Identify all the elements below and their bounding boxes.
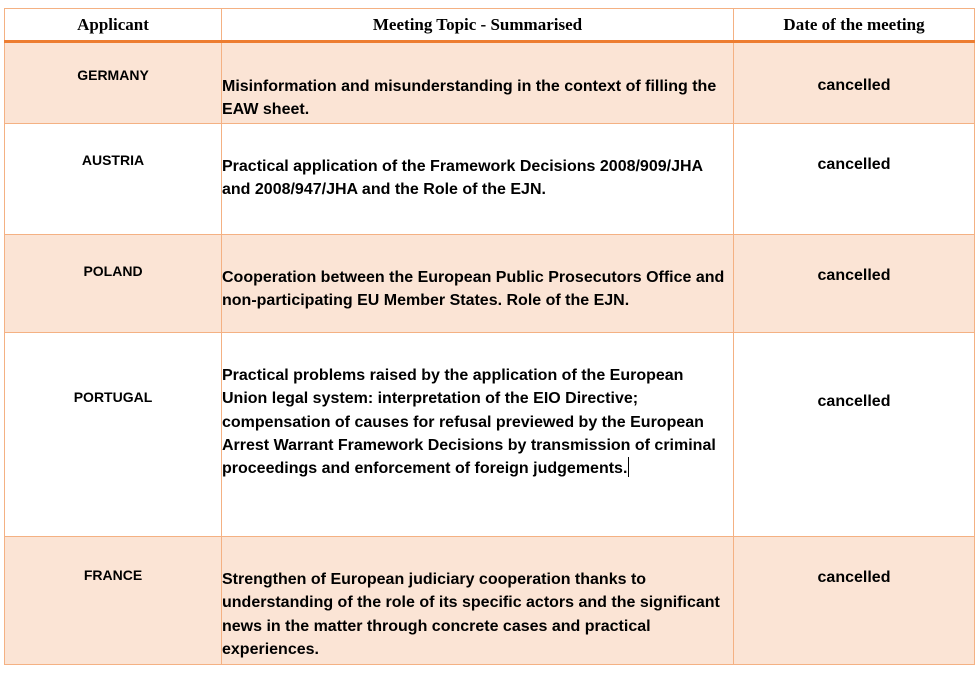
header-date: Date of the meeting bbox=[734, 9, 975, 42]
header-meeting-topic: Meeting Topic - Summarised bbox=[222, 9, 734, 42]
applicant-cell: GERMANY bbox=[5, 42, 222, 124]
topic-cell[interactable] bbox=[222, 333, 734, 537]
table-row bbox=[5, 124, 975, 235]
text-cursor bbox=[628, 457, 629, 477]
applicant-cell: PORTUGAL bbox=[5, 333, 222, 537]
date-cell: cancelled bbox=[734, 42, 975, 124]
table-row bbox=[5, 537, 975, 665]
topic-cell[interactable]: Practical application of the Framework Decisions 2008/909/JHA and 2008/947/JHA and the Role of the EJN. bbox=[222, 124, 734, 235]
applicant-cell: AUSTRIA bbox=[5, 124, 222, 235]
topic-text: Practical problems raised by the application of the European Union legal system: interpretation of the EIO Directive; compensation of causes for refusal previewed by the European Arrest Warrant Framework Decisions by transmission of criminal proceedings and enforcement of foreign judgements. bbox=[222, 367, 716, 478]
table-row bbox=[5, 42, 975, 124]
applicant-cell: FRANCE bbox=[5, 537, 222, 665]
header-row bbox=[5, 9, 975, 42]
applicant-cell: POLAND bbox=[5, 235, 222, 333]
table-row bbox=[5, 235, 975, 333]
header-applicant: Applicant bbox=[5, 9, 222, 42]
topic-cell[interactable]: Misinformation and misunderstanding in the context of filling the EAW sheet. bbox=[222, 42, 734, 124]
topic-cell[interactable]: Strengthen of European judiciary cooperation thanks to understanding of the role of its specific actors and the significant news in the matter through concrete cases and practical experiences. bbox=[222, 537, 734, 665]
date-cell: cancelled bbox=[734, 124, 975, 235]
table-row bbox=[5, 333, 975, 537]
date-cell: cancelled bbox=[734, 537, 975, 665]
topic-cell[interactable]: Cooperation between the European Public Prosecutors Office and non-participating EU Member States. Role of the EJN. bbox=[222, 235, 734, 333]
date-cell: cancelled bbox=[734, 235, 975, 333]
meetings-table bbox=[4, 8, 975, 665]
date-cell: cancelled bbox=[734, 333, 975, 537]
